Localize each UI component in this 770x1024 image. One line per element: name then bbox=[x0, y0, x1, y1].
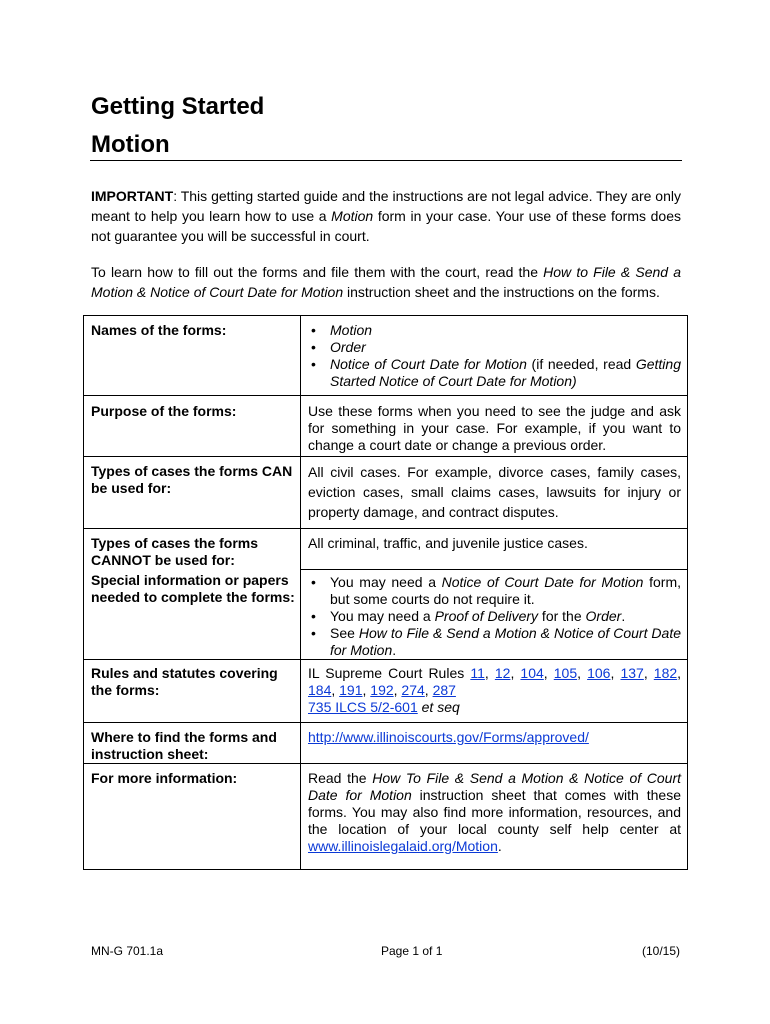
italic-text: Order bbox=[330, 339, 366, 355]
text-run: . bbox=[497, 837, 502, 854]
reference-link[interactable]: 192 bbox=[370, 681, 394, 698]
reference-link[interactable]: 191 bbox=[339, 681, 363, 698]
text-run: , bbox=[577, 664, 588, 681]
italic-text: Notice of Court Date for Motion bbox=[330, 356, 527, 372]
row-label-purpose: Purpose of the forms: bbox=[84, 396, 301, 457]
table-row bbox=[84, 763, 688, 869]
italic-text: Notice of Court Date for Motion bbox=[441, 573, 644, 590]
list-item bbox=[308, 608, 681, 625]
page-title: Getting Started bbox=[91, 93, 265, 120]
text-run: form in your case. Your use of these forms does not guarantee you will be successful in court. bbox=[91, 208, 681, 244]
table-row bbox=[84, 457, 688, 529]
row-value-can-use bbox=[301, 457, 688, 529]
text-run: . bbox=[621, 607, 626, 624]
reference-link[interactable]: 104 bbox=[520, 664, 544, 681]
form-number: MN-G 701.1a bbox=[91, 944, 164, 958]
row-label-more-info: For more information: bbox=[84, 763, 301, 869]
text-run: , bbox=[677, 664, 682, 681]
text-run: : This getting started guide and the instructions are not legal advice. They are only meant to help you learn how to use a bbox=[91, 188, 681, 224]
list-item bbox=[308, 574, 681, 608]
italic-text: et seq bbox=[417, 698, 460, 715]
text-run: , bbox=[424, 681, 433, 698]
forms-info-table bbox=[83, 315, 688, 870]
italic-text: Motion bbox=[331, 208, 374, 224]
row-label-rules: Rules and statutes covering the forms: bbox=[84, 659, 301, 722]
title-divider bbox=[90, 160, 682, 161]
row-value-purpose bbox=[301, 396, 688, 457]
text-run: All criminal, traffic, and juvenile justice cases. bbox=[308, 535, 588, 551]
page-number: Page 1 of 1 bbox=[381, 944, 443, 958]
text-run: Use these forms when you need to see the judge and ask for something in your case. For example, if you want to change a court date or change a previous order. bbox=[308, 403, 681, 453]
row-label-can-use: Types of cases the forms CAN be used for: bbox=[84, 457, 301, 529]
list-item bbox=[308, 339, 681, 356]
bold-text: IMPORTANT bbox=[91, 188, 174, 204]
text-run: , bbox=[510, 664, 521, 681]
italic-text: Motion bbox=[330, 322, 373, 338]
reference-link[interactable]: 12 bbox=[494, 664, 511, 681]
text-run: IL Supreme Court Rules bbox=[308, 664, 471, 681]
reference-link[interactable]: 137 bbox=[620, 664, 644, 681]
text-run: instruction sheet that comes with these forms. You may also find more information, resources, and the location of your local county self help center at bbox=[308, 786, 681, 837]
text-run: Read the bbox=[308, 769, 373, 786]
important-notice-paragraph bbox=[91, 186, 681, 246]
reference-link[interactable]: 287 bbox=[432, 681, 456, 698]
italic-text: Proof of Delivery bbox=[434, 607, 539, 624]
table-row bbox=[84, 529, 688, 570]
text-run: , bbox=[331, 681, 340, 698]
reference-link[interactable]: 182 bbox=[653, 664, 678, 681]
italic-text: Order bbox=[585, 607, 622, 624]
row-label-form-names: Names of the forms: bbox=[84, 316, 301, 396]
text-run: , bbox=[484, 664, 495, 681]
reference-link[interactable]: 184 bbox=[308, 681, 332, 698]
text-run: for the bbox=[538, 607, 586, 624]
row-label-cannot-use: Types of cases the forms CANNOT be used for: bbox=[84, 529, 301, 570]
text-run: form, but some courts do not require it. bbox=[330, 573, 681, 607]
text-run: (if needed, read bbox=[526, 356, 636, 372]
reference-link[interactable]: 106 bbox=[587, 664, 611, 681]
row-value-cannot-use bbox=[301, 529, 688, 570]
special-info-list bbox=[308, 574, 681, 659]
row-value-form-names bbox=[301, 316, 688, 396]
text-run: To learn how to fill out the forms and file them with the court, read the bbox=[91, 264, 544, 280]
italic-text: Getting Started Notice of Court Date for Motion) bbox=[330, 356, 681, 389]
form-names-list bbox=[308, 322, 681, 390]
text-run: , bbox=[543, 664, 554, 681]
row-label-where-to-find: Where to find the forms and instruction sheet: bbox=[84, 722, 301, 763]
reference-link[interactable]: 105 bbox=[553, 664, 578, 681]
table-row bbox=[84, 569, 688, 659]
row-value-rules bbox=[301, 659, 688, 722]
table-row bbox=[84, 316, 688, 396]
list-item bbox=[308, 625, 681, 659]
text-run: All civil cases. For example, divorce cases, family cases, eviction cases, small claims cases, lawsuits for injury or property damage, and contract disputes. bbox=[308, 464, 681, 520]
text-run: See bbox=[330, 624, 359, 641]
text-run: , bbox=[362, 681, 371, 698]
text-run: You may need a bbox=[330, 607, 435, 624]
text-run: instruction sheet and the instructions on the forms. bbox=[343, 284, 660, 300]
italic-text: How to File & Send a Motion & Notice of Court Date for Motion bbox=[91, 264, 681, 300]
reference-link[interactable]: 735 ILCS 5/2-601 bbox=[308, 698, 418, 715]
reference-link[interactable]: www.illinoislegalaid.org/Motion bbox=[308, 837, 498, 854]
instructions-paragraph bbox=[91, 262, 681, 302]
text-run: You may need a bbox=[330, 573, 442, 590]
table-row bbox=[84, 659, 688, 722]
reference-link[interactable]: 11 bbox=[470, 664, 485, 681]
row-value-special-info bbox=[301, 569, 688, 659]
text-run: . bbox=[392, 641, 397, 658]
list-item bbox=[308, 322, 681, 339]
table-row bbox=[84, 722, 688, 763]
italic-text: How to File & Send a Motion & Notice of Court Date for Motion bbox=[330, 624, 681, 658]
italic-text: How To File & Send a Motion & Notice of Court Date for Motion bbox=[308, 769, 681, 803]
text-run: , bbox=[643, 664, 654, 681]
page-subtitle: Motion bbox=[91, 131, 170, 158]
text-run: , bbox=[393, 681, 402, 698]
list-item bbox=[308, 356, 681, 390]
reference-link[interactable]: http://www.illinoiscourts.gov/Forms/approved/ bbox=[308, 728, 589, 745]
row-value-more-info bbox=[301, 763, 688, 869]
row-value-where-to-find bbox=[301, 722, 688, 763]
row-label-special-info: Special information or papers needed to complete the forms: bbox=[84, 569, 301, 659]
revision-date: (10/15) bbox=[641, 944, 680, 958]
table-row bbox=[84, 396, 688, 457]
text-run: , bbox=[610, 664, 621, 681]
reference-link[interactable]: 274 bbox=[401, 681, 425, 698]
